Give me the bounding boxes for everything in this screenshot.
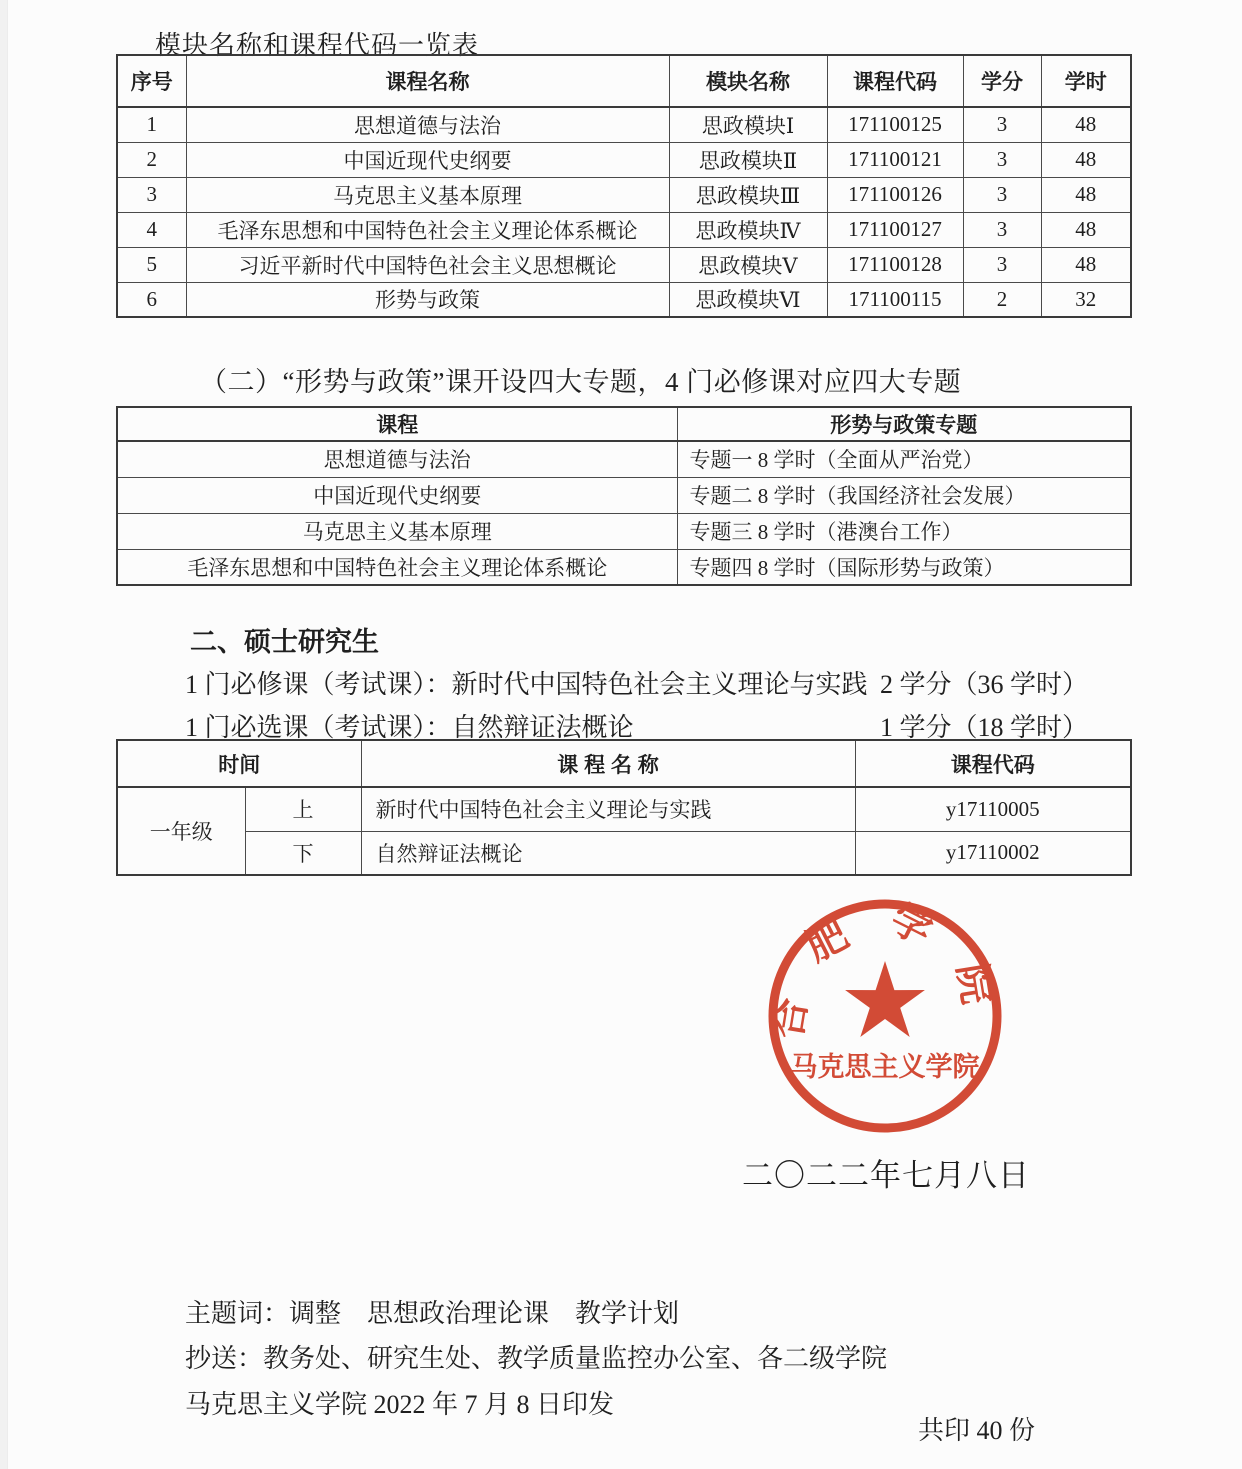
table-cell: 马克思主义基本原理: [186, 177, 669, 212]
table-cell: 171100115: [827, 282, 963, 317]
table-cell: 32: [1041, 282, 1131, 317]
table-cell: 3: [963, 247, 1041, 282]
course-line-text: 1 门必修课（考试课）：新时代中国特色社会主义理论与实践: [185, 670, 868, 699]
table-cell: 48: [1041, 177, 1131, 212]
master-section-heading: 二、硕士研究生: [190, 627, 379, 657]
table-header-row: [117, 407, 1131, 441]
table-header-cell: 序号: [117, 55, 186, 107]
table-cell: 1: [117, 107, 186, 142]
course-cell: 新时代中国特色社会主义理论与实践: [361, 787, 855, 831]
seal-inner-text: 马克思主义学院: [790, 1052, 980, 1082]
table-header-cell: 课程名称: [186, 55, 669, 107]
table-cell: 专题三 8 学时（港澳台工作）: [677, 513, 1131, 549]
table-header-cell: 学时: [1041, 55, 1131, 107]
table-cell: 3: [963, 177, 1041, 212]
table-header-row: [117, 740, 1131, 787]
table-header-cell: 时间: [117, 740, 361, 787]
table-cell: 专题一 8 学时（全面从严治党）: [677, 441, 1131, 477]
table-cell: 171100128: [827, 247, 963, 282]
course-line-credits: 2 学分（36 学时）: [880, 670, 1089, 699]
table-cell: 3: [963, 142, 1041, 177]
table-row: [117, 549, 1131, 585]
table-header-cell: 学分: [963, 55, 1041, 107]
table-cell: 思政模块Ⅴ: [669, 247, 827, 282]
topics-table: [116, 406, 1132, 586]
table-cell: 专题四 8 学时（国际形势与政策）: [677, 549, 1131, 585]
table-cell: 思政模块Ⅲ: [669, 177, 827, 212]
table-cell: 171100126: [827, 177, 963, 212]
table-cell: 48: [1041, 247, 1131, 282]
table-header-cell: 形势与政策专题: [677, 407, 1131, 441]
grade-cell: 一年级: [117, 787, 245, 875]
table-cell: 思想道德与法治: [186, 107, 669, 142]
table-cell: 2: [963, 282, 1041, 317]
table-header-row: [117, 55, 1131, 107]
table-cell: 3: [963, 212, 1041, 247]
table-row: [117, 831, 1131, 875]
table-row: [117, 787, 1131, 831]
table-cell: 思政模块Ⅱ: [669, 142, 827, 177]
table-cell: 171100127: [827, 212, 963, 247]
table-cell: 3: [117, 177, 186, 212]
master-schedule-table: [116, 739, 1132, 876]
table-cell: 形势与政策: [186, 282, 669, 317]
official-seal-graphic: [760, 891, 1010, 1141]
table-header-cell: 课程: [117, 407, 677, 441]
table-row: [117, 107, 1131, 142]
table-row: [117, 177, 1131, 212]
table-cell: 习近平新时代中国特色社会主义思想概论: [186, 247, 669, 282]
table-row: [117, 142, 1131, 177]
term-cell: 上: [245, 787, 361, 831]
table-cell: 思政模块Ⅵ: [669, 282, 827, 317]
table-cell: 专题二 8 学时（我国经济社会发展）: [677, 477, 1131, 513]
table-cell: 5: [117, 247, 186, 282]
master-required-course-line: [185, 664, 1130, 698]
table-row: [117, 441, 1131, 477]
table-cell: 思政模块Ⅰ: [669, 107, 827, 142]
table-header-cell: 课 程 名 称: [361, 740, 855, 787]
table-cell: 思政模块Ⅳ: [669, 212, 827, 247]
code-cell: y17110005: [855, 787, 1131, 831]
table-cell: 3: [963, 107, 1041, 142]
code-cell: y17110002: [855, 831, 1131, 875]
table-cell: 6: [117, 282, 186, 317]
table-header-cell: 模块名称: [669, 55, 827, 107]
table-header-cell: 课程代码: [827, 55, 963, 107]
scan-edge-artifact: [0, 0, 8, 1469]
table-cell: 171100121: [827, 142, 963, 177]
table-row: [117, 477, 1131, 513]
seal-arc-text: 合肥学院: [764, 895, 1006, 1042]
table-cell: 毛泽东思想和中国特色社会主义理论体系概论: [186, 212, 669, 247]
section2-heading: （二）“形势与政策”课开设四大专题，4 门必修课对应四大专题: [200, 367, 962, 397]
footer-issue-info: 马克思主义学院 2022 年 7 月 8 日印发: [185, 1390, 615, 1419]
table-cell: 毛泽东思想和中国特色社会主义理论体系概论: [117, 549, 677, 585]
table-cell: 中国近现代史纲要: [186, 142, 669, 177]
table-cell: 171100125: [827, 107, 963, 142]
table-row: [117, 282, 1131, 317]
course-line-text: 1 门必选课（考试课）：自然辩证法概论: [185, 713, 634, 742]
master-elective-course-line: [185, 707, 1130, 741]
table-cell: 48: [1041, 142, 1131, 177]
table-row: [117, 247, 1131, 282]
footer-keywords: 主题词：调整 思想政治理论课 教学计划: [185, 1299, 680, 1328]
table-cell: 48: [1041, 212, 1131, 247]
term-cell: 下: [245, 831, 361, 875]
document-date: 二〇二二年七月八日: [742, 1158, 1030, 1193]
module-code-table: [116, 54, 1132, 318]
table-header-cell: 课程代码: [855, 740, 1131, 787]
table-cell: 2: [117, 142, 186, 177]
table-cell: 马克思主义基本原理: [117, 513, 677, 549]
table-row: [117, 513, 1131, 549]
table-cell: 4: [117, 212, 186, 247]
table-cell: 思想道德与法治: [117, 441, 677, 477]
table1-title: 模块名称和课程代码一览表: [155, 31, 480, 60]
course-line-credits: 1 学分（18 学时）: [880, 713, 1089, 742]
course-cell: 自然辩证法概论: [361, 831, 855, 875]
table-cell: 中国近现代史纲要: [117, 477, 677, 513]
table-cell: 48: [1041, 107, 1131, 142]
footer-copies-count: 共印 40 份: [918, 1416, 1036, 1445]
official-seal: [760, 891, 1010, 1141]
table-row: [117, 212, 1131, 247]
footer-cc-list: 抄送：教务处、研究生处、教学质量监控办公室、各二级学院: [185, 1344, 888, 1373]
seal-star: [845, 961, 925, 1037]
